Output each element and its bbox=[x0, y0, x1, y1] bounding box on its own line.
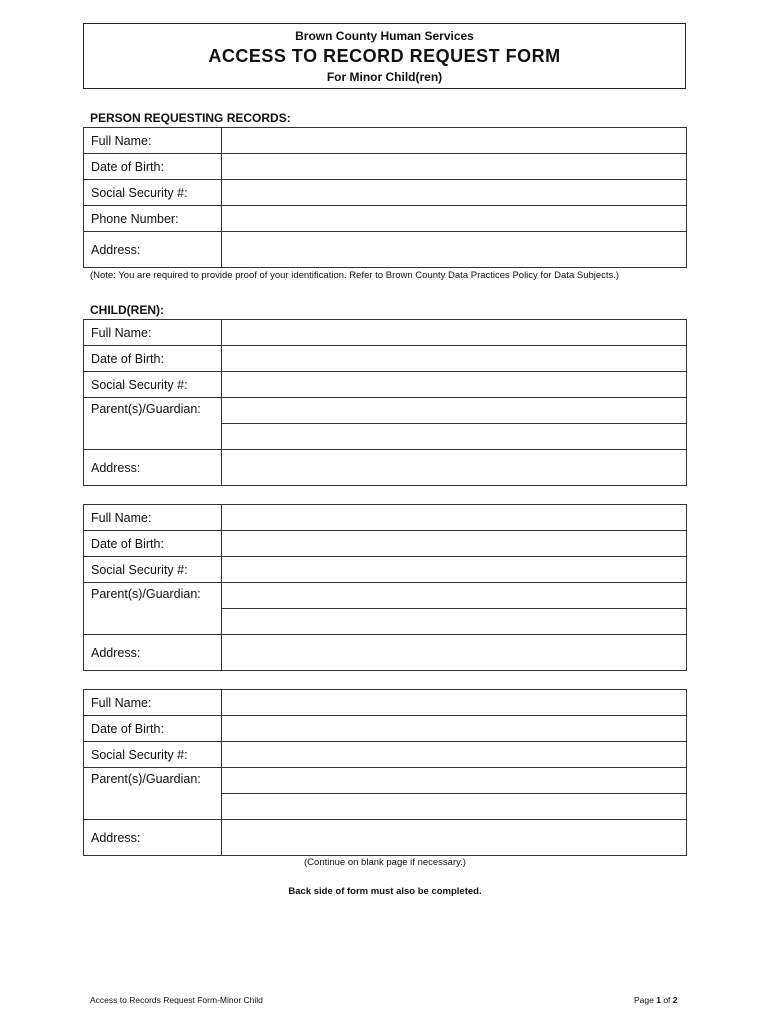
field-label: Social Security #: bbox=[84, 180, 222, 206]
field-label: Parent(s)/Guardian: bbox=[84, 583, 222, 635]
table-row bbox=[84, 583, 687, 609]
requester-dob-field[interactable] bbox=[222, 154, 687, 180]
organization-name: Brown County Human Services bbox=[295, 29, 474, 43]
child-dob-field[interactable] bbox=[222, 346, 687, 372]
field-label: Phone Number: bbox=[84, 206, 222, 232]
field-label: Address: bbox=[84, 635, 222, 671]
field-label: Date of Birth: bbox=[84, 716, 222, 742]
child-ssn-field[interactable] bbox=[222, 742, 687, 768]
table-row bbox=[84, 557, 687, 583]
child-address-field[interactable] bbox=[222, 450, 687, 486]
form-title: ACCESS TO RECORD REQUEST FORM bbox=[208, 46, 561, 66]
field-label: Address: bbox=[84, 820, 222, 856]
child-dob-field[interactable] bbox=[222, 716, 687, 742]
identification-note: (Note: You are required to provide proof of your identification. Refer to Brown County Data Practices Policy for Data Subjects.) bbox=[90, 270, 620, 281]
page-of: of bbox=[660, 995, 673, 1005]
table-row bbox=[84, 505, 687, 531]
field-label: Full Name: bbox=[84, 505, 222, 531]
table-row bbox=[84, 232, 687, 268]
field-label: Address: bbox=[84, 450, 222, 486]
table-row bbox=[84, 531, 687, 557]
back-side-note: Back side of form must also be completed. bbox=[288, 886, 482, 897]
child-ssn-field[interactable] bbox=[222, 372, 687, 398]
table-row bbox=[84, 450, 687, 486]
table-row bbox=[84, 154, 687, 180]
child-guardian-field-2[interactable] bbox=[222, 609, 687, 635]
child-guardian-field[interactable] bbox=[222, 398, 687, 424]
field-label: Parent(s)/Guardian: bbox=[84, 768, 222, 820]
child-full-name-field[interactable] bbox=[222, 505, 687, 531]
child-guardian-field[interactable] bbox=[222, 768, 687, 794]
footer-page-number bbox=[634, 995, 678, 1005]
table-row bbox=[84, 635, 687, 671]
child-full-name-field[interactable] bbox=[222, 690, 687, 716]
field-label: Full Name: bbox=[84, 690, 222, 716]
form-subtitle: For Minor Child(ren) bbox=[326, 70, 443, 84]
table-row bbox=[84, 716, 687, 742]
children-heading: CHILD(REN): bbox=[90, 303, 164, 317]
field-label: Social Security #: bbox=[84, 742, 222, 768]
requester-ssn-field[interactable] bbox=[222, 180, 687, 206]
requester-phone-field[interactable] bbox=[222, 206, 687, 232]
table-row bbox=[84, 372, 687, 398]
child-full-name-field[interactable] bbox=[222, 320, 687, 346]
continue-note: (Continue on blank page if necessary.) bbox=[304, 857, 466, 868]
child-guardian-field[interactable] bbox=[222, 583, 687, 609]
field-label: Address: bbox=[84, 232, 222, 268]
table-row bbox=[84, 742, 687, 768]
footer-form-name: Access to Records Request Form-Minor Child bbox=[90, 995, 263, 1005]
header-box bbox=[83, 23, 686, 89]
table-row bbox=[84, 128, 687, 154]
table-row bbox=[84, 320, 687, 346]
table-row bbox=[84, 398, 687, 424]
child-dob-field[interactable] bbox=[222, 531, 687, 557]
child-ssn-field[interactable] bbox=[222, 557, 687, 583]
child-guardian-field-2[interactable] bbox=[222, 424, 687, 450]
field-label: Social Security #: bbox=[84, 557, 222, 583]
table-row bbox=[84, 180, 687, 206]
child-table bbox=[83, 689, 687, 856]
field-label: Parent(s)/Guardian: bbox=[84, 398, 222, 450]
field-label: Date of Birth: bbox=[84, 531, 222, 557]
table-row bbox=[84, 690, 687, 716]
child-table bbox=[83, 319, 687, 486]
table-row bbox=[84, 346, 687, 372]
page-current: 1 bbox=[656, 995, 661, 1005]
child-table bbox=[83, 504, 687, 671]
requester-full-name-field[interactable] bbox=[222, 128, 687, 154]
field-label: Social Security #: bbox=[84, 372, 222, 398]
child-guardian-field-2[interactable] bbox=[222, 794, 687, 820]
requester-address-field[interactable] bbox=[222, 232, 687, 268]
table-row bbox=[84, 820, 687, 856]
page-prefix: Page bbox=[634, 995, 657, 1005]
table-row bbox=[84, 206, 687, 232]
field-label: Full Name: bbox=[84, 128, 222, 154]
page-total: 2 bbox=[672, 995, 678, 1005]
field-label: Full Name: bbox=[84, 320, 222, 346]
requester-heading: PERSON REQUESTING RECORDS: bbox=[90, 111, 291, 125]
requester-table bbox=[83, 127, 687, 268]
field-label: Date of Birth: bbox=[84, 154, 222, 180]
child-address-field[interactable] bbox=[222, 820, 687, 856]
child-address-field[interactable] bbox=[222, 635, 687, 671]
field-label: Date of Birth: bbox=[84, 346, 222, 372]
table-row bbox=[84, 768, 687, 794]
